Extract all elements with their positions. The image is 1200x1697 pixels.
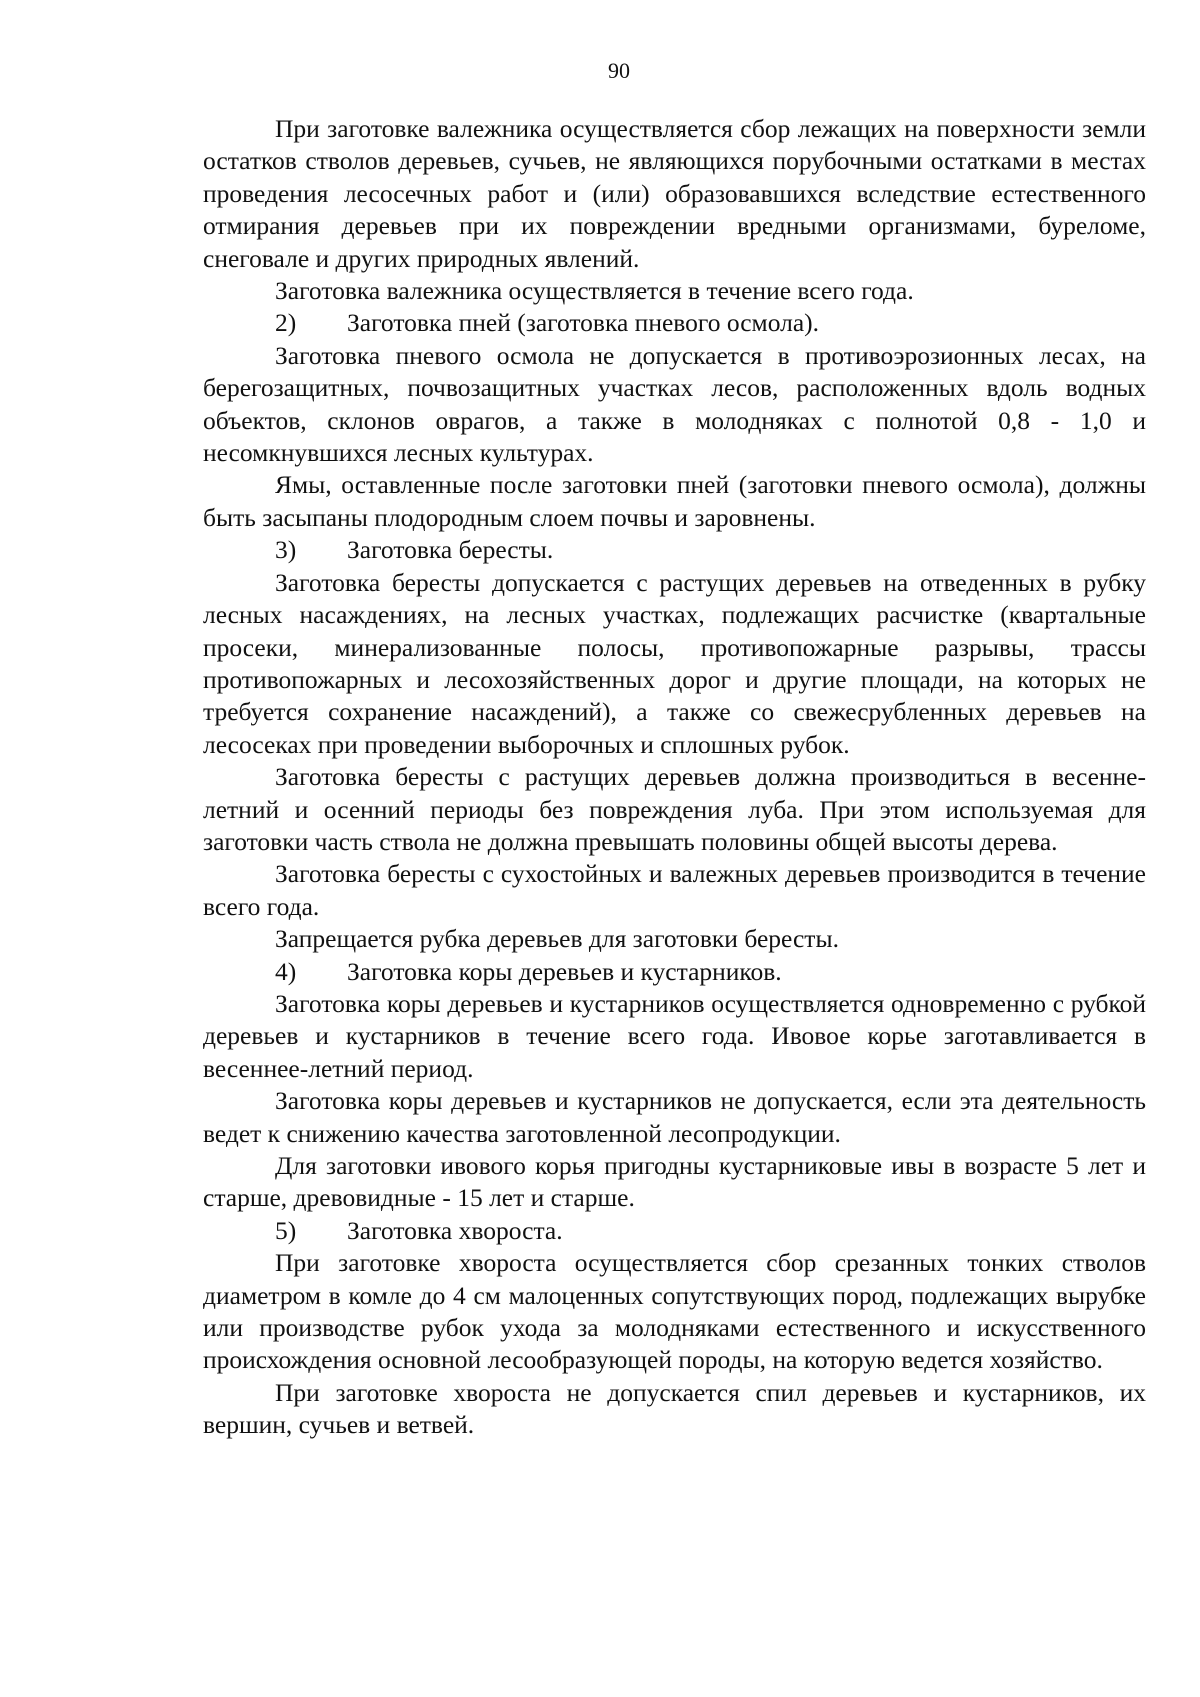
list-item-text: Заготовка хвороста. (347, 1215, 563, 1245)
paragraph: Запрещается рубка деревьев для заготовки бересты. (275, 924, 839, 954)
list-item-number: 2) (275, 308, 297, 338)
paragraph: Заготовка бересты с растущих деревьев должна производиться в весенне-летний и осенний периоды без повреждения луба. При этом используемая для заготовки часть ствола не должна превышать половины общей высоты дерева. (203, 762, 1146, 856)
list-item-number: 3) (275, 535, 297, 565)
paragraph: Заготовка бересты с сухостойных и валежных деревьев производится в течение всего года. (203, 859, 1146, 921)
list-item-number: 5) (275, 1215, 297, 1245)
list-item (203, 307, 1146, 339)
document-body (203, 113, 1146, 1442)
list-item-text: Заготовка коры деревьев и кустарников. (347, 956, 782, 986)
list-item (203, 534, 1146, 566)
paragraph: Заготовка валежника осуществляется в течение всего года. (275, 276, 914, 306)
paragraph: При заготовке хвороста осуществляется сбор срезанных тонких стволов диаметром в комле до 4 см малоценных сопутствующих пород, подлежащих вырубке или производстве рубок ухода за молодняками естественного и искусственного происхождения основной лесообразующей породы, на которую ведется хозяйство. (203, 1248, 1146, 1375)
paragraph: Заготовка бересты допускается с растущих деревьев на отведенных в рубку лесных насаждениях, на лесных участках, подлежащих расчистке (квартальные просеки, минерализованные полосы, противопожарные разрывы, трассы противопожарных и лесохозяйственных дорог и другие площади, на которых не требуется сохранение насаждений), а также со свежесрубленных деревьев на лесосеках при проведении выборочных и сплошных рубок. (203, 567, 1146, 759)
list-item (203, 1215, 1146, 1247)
list-item (203, 956, 1146, 988)
paragraph: Для заготовки ивового корья пригодны кустарниковые ивы в возрасте 5 лет и старше, древовидные - 15 лет и старше. (203, 1151, 1146, 1213)
paragraph: Заготовка коры деревьев и кустарников осуществляется одновременно с рубкой деревьев и кустарников в течение всего года. Ивовое корье заготавливается в весеннее-летний период. (203, 988, 1146, 1083)
list-item-text: Заготовка пней (заготовка пневого осмола). (347, 308, 820, 338)
list-item-number: 4) (275, 956, 297, 986)
paragraph: Заготовка коры деревьев и кустарников не допускается, если эта деятельность ведет к снижению качества заготовленной лесопродукции. (203, 1086, 1146, 1148)
list-item-text: Заготовка бересты. (347, 535, 554, 565)
page-number: 90 (608, 58, 630, 83)
paragraph: Заготовка пневого осмола не допускается в противоэрозионных лесах, на берегозащитных, почвозащитных участках лесов, расположенных вдоль водных объектов, склонов оврагов, а также в молодняках с полнотой 0,8 - 1,0 и несомкнувшихся лесных культурах. (203, 340, 1146, 468)
paragraph: Ямы, оставленные после заготовки пней (заготовки пневого осмола), должны быть засыпаны плодородным слоем почвы и заровнены. (203, 470, 1146, 532)
paragraph: При заготовке хвороста не допускается спил деревьев и кустарников, их вершин, сучьев и ветвей. (203, 1377, 1146, 1440)
paragraph: При заготовке валежника осуществляется сбор лежащих на поверхности земли остатков стволов деревьев, сучьев, не являющихся порубочными остатками в местах проведения лесосечных работ и (или) образовавшихся вследствие естественного отмирания деревьев при их повреждении вредными организмами, буреломе, снеговале и других природных явлений. (203, 114, 1146, 273)
